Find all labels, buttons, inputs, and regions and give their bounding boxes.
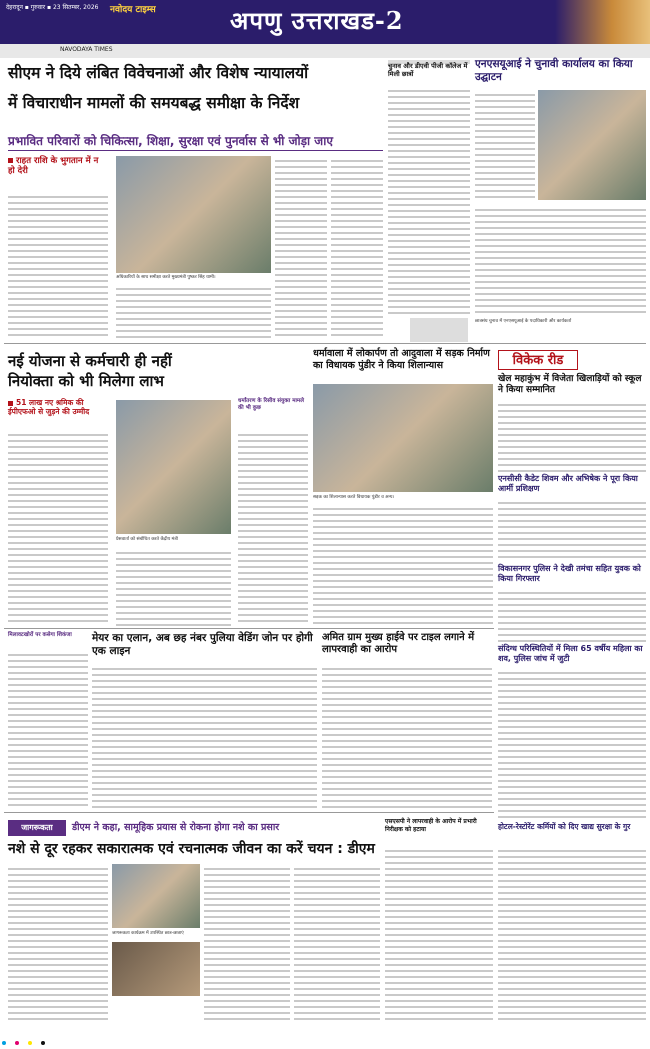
hotel-head: होटल-रेस्टोरेंट कर्मियों को दिए खाद्य सुरक्षा के गुर bbox=[498, 822, 631, 831]
sports-headline: खेल महाकुंभ में विजेता खिलाड़ियों को स्कूल ने किया सम्मानित bbox=[498, 374, 642, 395]
arrest-head: विकासनगर पुलिस ने देखी तमंचा सहित युवक को किया गिरफ्तार bbox=[498, 564, 641, 583]
ncc-text bbox=[498, 498, 646, 562]
minister-portrait bbox=[116, 400, 231, 534]
magenta-dot-icon bbox=[15, 1041, 19, 1045]
bottom-headline: नशे से दूर रहकर सकारात्मक एवं रचनात्मक जीवन का करें चयन : डीएम bbox=[8, 841, 375, 857]
nsui-head: एनएसयूआई ने चुनावी कार्यालय का किया उद्घाटन bbox=[475, 58, 633, 83]
nsui-text bbox=[475, 90, 535, 200]
dharma-text bbox=[313, 504, 493, 626]
crime-head: संदिग्ध परिस्थितियों में मिला 65 वर्षीय महिला का शव, पुलिस जांच में जुटी bbox=[498, 644, 643, 663]
sports-text bbox=[498, 400, 646, 472]
scheme-side-text bbox=[8, 430, 108, 626]
sub-bar-label: NAVODAYA TIMES bbox=[60, 46, 113, 53]
dharma-headline: धर्मावाला में लोकार्पण तो आदुवाला में सड़क निर्माण का विधायक पुंडीर ने किया शिलान्यास bbox=[313, 348, 490, 371]
bottom-photo-2 bbox=[112, 942, 200, 996]
sports-chip: विकेक रीड bbox=[498, 350, 578, 370]
mid-text bbox=[238, 430, 308, 626]
date-line: देहरादून ▪ गुरुवार ▪ 23 सितम्बर, 2026 bbox=[6, 4, 99, 11]
nsui-caption: छात्रसंघ चुनाव में एनएसयूआई के पदाधिकारी और कार्यकर्ता bbox=[475, 319, 572, 324]
election-text bbox=[388, 86, 470, 316]
election-head: चुनाव और डीएवी पीजी कॉलेज में मिली छात्रों bbox=[388, 62, 468, 78]
scheme-headline-line1: नई योजना से कर्मचारी ही नहीं bbox=[8, 352, 172, 370]
lead-photo-caption: अधिकारियों के साथ समीक्षा करते मुख्यमंत्री पुष्कर सिंह धामी। bbox=[116, 275, 216, 280]
nsui-photo bbox=[538, 90, 646, 200]
section-title: अपणु उत्तराखड-2 bbox=[230, 6, 404, 35]
row-divider-1 bbox=[4, 343, 646, 344]
adulteration-text bbox=[8, 650, 88, 810]
brand-logo: नवोदय टाइम्स bbox=[110, 5, 156, 15]
lead-col-3 bbox=[331, 156, 383, 340]
crime-text bbox=[498, 668, 646, 818]
scheme-side-head-text: 51 लाख नए श्रमिक की ईपीएफओ से जुड़ने की उम्मीद bbox=[8, 398, 90, 416]
mayor-text bbox=[92, 664, 317, 810]
cyan-dot-icon bbox=[2, 1041, 6, 1045]
lead-side-text bbox=[8, 192, 108, 340]
mid-head: धर्मांतरण के रिसीव संयुक्त मामले की भी कुछ bbox=[238, 398, 304, 411]
bottom-col-1 bbox=[8, 864, 108, 1024]
ncc-head: एनसीसी कैडेट शिवम और अभिषेक ने पूरा किया आर्मी प्रशिक्षण bbox=[498, 474, 638, 493]
highway-headline: अमित ग्राम मुख्य हाईवे पर टाइल लगाने में लापरवाही का आरोप bbox=[322, 632, 475, 655]
lead-col-1 bbox=[116, 284, 271, 340]
bottom-kicker: डीएम ने कहा, सामूहिक प्रयास से रोकना होगा नशे का प्रसार bbox=[72, 822, 280, 833]
hotel-text bbox=[498, 846, 646, 1024]
mayor-headline: मेयर का एलान, अब छह नंबर पुलिया वेडिंग जोन पर होगी एक लाइन bbox=[92, 632, 313, 657]
row-divider-3 bbox=[4, 812, 494, 813]
lead-subhead: प्रभावित परिवारों को चिकित्सा, शिक्षा, सुरक्षा एवं पुनर्वास से भी जोड़ा जाए bbox=[8, 134, 333, 148]
bottom-photo bbox=[112, 864, 200, 928]
scheme-headline-line2: नियोक्ता को भी मिलेगा लाभ bbox=[8, 372, 164, 390]
dharma-caption: सड़क का शिलान्यास करते विधायक पुंडीर व अन्य। bbox=[313, 495, 395, 500]
lead-col-2 bbox=[275, 156, 327, 340]
row-divider-2 bbox=[4, 628, 494, 629]
lead-divider bbox=[8, 150, 383, 151]
lead-headline-line2: में विचाराधीन मामलों की समयबद्ध समीक्षा के निर्देश bbox=[8, 94, 300, 112]
highway-text bbox=[322, 664, 492, 810]
bottom-photo-caption: जागरूकता कार्यक्रम में उपस्थित छात्र-छात्राएं bbox=[112, 931, 184, 936]
adulteration-head: मिलावटखोरों पर कसेगा शिकंजा bbox=[8, 632, 72, 638]
lead-photo bbox=[116, 156, 271, 273]
bottom-tag: जागरूकता bbox=[8, 820, 66, 836]
nsui-text-2 bbox=[475, 205, 646, 317]
caption-box bbox=[410, 318, 468, 342]
bottom-col-2 bbox=[204, 864, 290, 1024]
ssp-head: एसएसपी ने लापरवाही के आरोप में प्रभारी निरीक्षक को हटाया bbox=[385, 818, 477, 833]
bottom-col-3 bbox=[294, 864, 380, 1024]
black-dot-icon bbox=[41, 1041, 45, 1045]
lead-side-head bbox=[8, 156, 108, 176]
bullet-icon bbox=[8, 401, 13, 406]
yellow-dot-icon bbox=[28, 1041, 32, 1045]
lead-side-head-text: राहत राशि के भुगतान में न हो देरी bbox=[8, 156, 99, 176]
scheme-col-text bbox=[116, 548, 231, 626]
lead-headline-line1: सीएम ने दिये लंबित विवेचनाओं और विशेष न्यायालयों bbox=[8, 64, 309, 82]
ssp-text bbox=[385, 846, 493, 1024]
bullet-icon bbox=[8, 158, 13, 163]
portrait-caption: प्रेसवार्ता को संबोधित करते केंद्रीय मंत्री bbox=[116, 537, 178, 542]
dharma-photo bbox=[313, 384, 493, 492]
registration-strip bbox=[0, 1030, 650, 1043]
scheme-side-head bbox=[8, 398, 108, 416]
arrest-text bbox=[498, 588, 646, 642]
temple-image bbox=[555, 0, 650, 44]
